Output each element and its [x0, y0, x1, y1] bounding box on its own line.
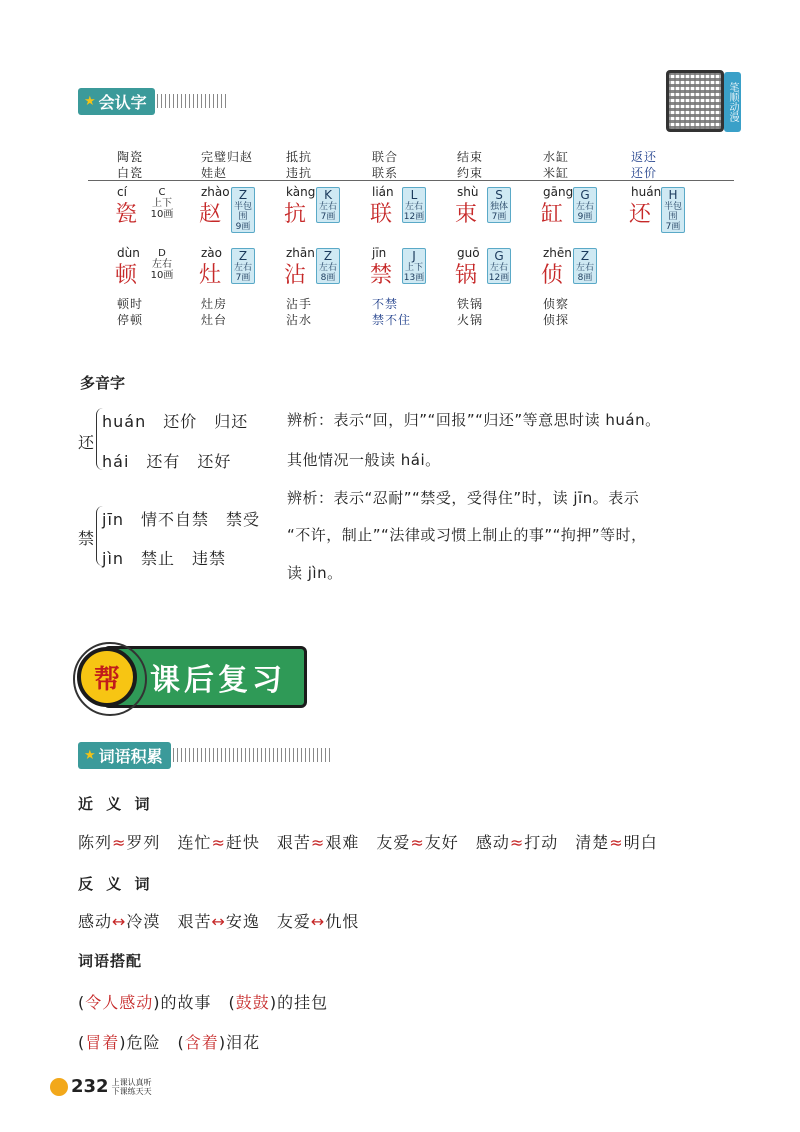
word: 返还	[631, 150, 658, 164]
antonyms-line	[78, 909, 359, 932]
word: 不禁	[372, 297, 399, 311]
character: 沾	[284, 263, 307, 288]
pinyin: cí	[117, 185, 127, 199]
word: 罗列	[126, 833, 161, 852]
structure: 左右	[152, 259, 172, 270]
index-letter: K	[324, 188, 332, 202]
structure: 半包围	[233, 202, 252, 222]
index-letter: D	[158, 248, 166, 259]
stroke-count: 7画	[320, 212, 336, 222]
pinyin: guō	[457, 246, 480, 260]
character-info-card	[147, 187, 177, 220]
character-info-card	[661, 187, 685, 233]
pinyin: zhào	[201, 185, 230, 199]
antonyms-heading: 反 义 词	[78, 875, 154, 893]
word: 沾手	[286, 297, 313, 311]
index-letter: Z	[580, 249, 590, 263]
pinyin: kàng	[286, 185, 316, 199]
word-pair	[117, 296, 143, 328]
index-letter: Z	[238, 188, 248, 202]
polyphone-char-jin: 禁	[78, 529, 96, 548]
character: 锅	[455, 263, 478, 288]
word: 联系	[372, 166, 399, 180]
spacer	[260, 912, 277, 931]
character: 还	[629, 202, 652, 227]
index-letter: Z	[238, 249, 248, 263]
stroke-count: 8画	[320, 273, 336, 283]
stroke-count: 10画	[150, 270, 174, 281]
star-icon: ★	[84, 93, 96, 109]
word-pair	[457, 296, 483, 328]
fill-word: 冒着	[85, 1033, 120, 1052]
mascot-icon	[50, 1078, 68, 1096]
word: 友爱	[276, 912, 311, 931]
word: 友好	[424, 833, 459, 852]
paren: (	[78, 1033, 86, 1052]
character-info-card	[231, 187, 255, 233]
review-banner	[77, 646, 307, 708]
synonyms-line	[78, 830, 658, 853]
word: 灶房	[201, 297, 228, 311]
fill-word: 令人感动	[85, 993, 154, 1012]
word: 抵抗	[286, 150, 313, 164]
synonyms-heading: 近 义 词	[78, 795, 154, 813]
character-info-card	[573, 187, 597, 223]
relation-symbol: ≈	[310, 833, 326, 852]
character: 缸	[541, 202, 564, 227]
paren: (	[177, 1033, 185, 1052]
analysis-text: “不许，制止”“法律或习惯上制止的事”“拘押”等时，	[287, 526, 647, 544]
index-letter: J	[412, 249, 416, 263]
structure: 左右	[404, 202, 423, 212]
word: 感动	[78, 912, 113, 931]
word: 友爱	[376, 833, 411, 852]
word: 赶快	[225, 833, 260, 852]
qr-code[interactable]	[666, 70, 724, 132]
spacer	[212, 993, 229, 1012]
relation-symbol: ≈	[609, 833, 624, 852]
word: 安逸	[225, 912, 260, 931]
structure: 半包围	[663, 202, 682, 222]
stroke-count: 12画	[488, 273, 510, 283]
index-letter: H	[668, 188, 678, 202]
character-info-card	[402, 248, 426, 284]
word: 米缸	[543, 166, 570, 180]
stroke-count: 10画	[150, 209, 174, 220]
stroke-count: 7画	[491, 212, 507, 222]
spacer	[459, 833, 476, 852]
stroke-count: 13画	[403, 273, 425, 283]
word: 侦探	[543, 313, 570, 327]
word: 娃赵	[201, 166, 228, 180]
collocation-line	[78, 990, 328, 1013]
polyphone-title: 多音字	[80, 374, 126, 392]
collocation-heading: 词语搭配	[78, 952, 143, 970]
polyphone-line: hái 还有 还好	[102, 452, 232, 471]
word: 沾水	[286, 313, 313, 327]
word: 火锅	[457, 313, 484, 327]
word-pair	[457, 149, 483, 181]
qr-label: 笔顺动漫	[724, 72, 741, 132]
word: 艰苦	[177, 912, 212, 931]
character: 瓷	[115, 202, 138, 227]
word: 禁不住	[372, 313, 412, 327]
polyphone-char-huan: 还	[78, 433, 96, 452]
paren: (	[228, 993, 236, 1012]
section-title: 词语积累	[98, 746, 163, 766]
index-letter: Z	[323, 249, 333, 263]
footer-text: 上课认真听	[111, 1077, 152, 1087]
index-letter: G	[494, 249, 504, 263]
word: 的故事	[160, 993, 212, 1012]
stroke-count: 7画	[235, 273, 251, 283]
character-info-card	[487, 248, 511, 284]
divider-line	[88, 180, 734, 181]
word-pair	[372, 296, 411, 328]
character: 抗	[284, 202, 307, 227]
structure: 左右	[489, 263, 508, 273]
hatch-decoration	[173, 748, 333, 762]
word: 违抗	[286, 166, 313, 180]
word: 铁锅	[457, 297, 484, 311]
pinyin: zào	[201, 246, 222, 260]
word: 明白	[623, 833, 658, 852]
word: 连忙	[177, 833, 212, 852]
spacer	[160, 833, 177, 852]
word: 的挂包	[277, 993, 329, 1012]
pinyin: gāng	[543, 185, 574, 199]
structure: 左右	[233, 263, 252, 273]
character: 侦	[541, 263, 564, 288]
fill-word: 鼓鼓	[235, 993, 270, 1012]
structure: 独体	[489, 202, 508, 212]
structure: 左右	[575, 202, 594, 212]
paren: )	[269, 993, 278, 1012]
character-info-card	[316, 187, 340, 223]
analysis-text: 读 jìn。	[287, 564, 343, 582]
word: 打动	[524, 833, 559, 852]
index-letter: C	[158, 187, 166, 198]
word-pair	[201, 296, 227, 328]
word: 联合	[372, 150, 399, 164]
spacer	[160, 912, 177, 931]
structure: 左右	[575, 263, 594, 273]
word: 清楚	[575, 833, 610, 852]
character: 灶	[199, 263, 222, 288]
word: 顿时	[117, 297, 144, 311]
banner-badge: 帮	[77, 647, 137, 707]
analysis-text: 辨析：表示“忍耐”“禁受，受得住”时，读 jīn。表示	[287, 489, 640, 507]
banner-title: 课后复习	[103, 646, 307, 708]
paren: )	[153, 993, 161, 1012]
word: 完璧归赵	[201, 150, 254, 164]
character: 联	[370, 202, 393, 227]
spacer	[260, 833, 277, 852]
structure: 上下	[152, 198, 172, 209]
character-info-card	[402, 187, 426, 223]
pinyin: jīn	[372, 246, 387, 260]
stroke-count: 12画	[403, 212, 425, 222]
relation-symbol: ↔	[112, 912, 127, 931]
word: 艰苦	[276, 833, 311, 852]
footer-text: 下课练天天	[111, 1086, 152, 1096]
hatch-decoration	[157, 94, 227, 108]
word: 冷漠	[126, 912, 161, 931]
character-info-card	[316, 248, 340, 284]
character: 赵	[199, 202, 222, 227]
character: 禁	[370, 263, 393, 288]
paren: (	[78, 993, 86, 1012]
word-pair	[543, 149, 569, 181]
word: 陈列	[78, 833, 113, 852]
word: 还价	[631, 166, 658, 180]
word: 陶瓷	[117, 150, 144, 164]
relation-symbol: ≈	[112, 833, 127, 852]
word: 灶台	[201, 313, 228, 327]
pinyin: dùn	[117, 246, 140, 260]
character-info-card	[231, 248, 255, 284]
section-tag-vocab	[78, 742, 333, 768]
pinyin: shù	[457, 185, 479, 199]
stroke-count: 9画	[235, 222, 251, 232]
relation-symbol: ≈	[410, 833, 425, 852]
word-pair	[286, 296, 312, 328]
paren: )	[119, 1033, 127, 1052]
relation-symbol: ↔	[211, 912, 226, 931]
word: 约束	[457, 166, 484, 180]
polyphone-line: jīn 情不自禁 禁受	[102, 510, 261, 529]
index-letter: L	[410, 188, 418, 202]
analysis-text: 其他情况一般读 hái。	[287, 451, 441, 469]
character-info-card	[573, 248, 597, 284]
word: 感动	[475, 833, 510, 852]
word: 泪花	[226, 1033, 261, 1052]
pinyin: huán	[631, 185, 662, 199]
character-info-card	[487, 187, 511, 223]
relation-symbol: ↔	[310, 912, 326, 931]
paren: )	[218, 1033, 227, 1052]
polyphone-line: huán 还价 归还	[102, 412, 249, 431]
polyphone-line: jìn 禁止 违禁	[102, 549, 227, 568]
word: 停顿	[117, 313, 144, 327]
analysis-text: 辨析：表示“回，归”“回报”“归还”等意思时读 huán。	[287, 411, 661, 429]
word-pair	[286, 149, 312, 181]
fill-word: 含着	[184, 1033, 219, 1052]
collocation-line	[78, 1030, 260, 1053]
word: 艰难	[325, 833, 360, 852]
word-pair	[631, 149, 657, 181]
stroke-count: 8画	[577, 273, 593, 283]
character: 束	[455, 202, 478, 227]
spacer	[161, 1033, 178, 1052]
structure: 左右	[318, 202, 337, 212]
relation-symbol: ≈	[211, 833, 226, 852]
section-tag-recognize	[78, 88, 227, 114]
word: 水缸	[543, 150, 570, 164]
word-pair	[372, 149, 398, 181]
structure: 左右	[318, 263, 337, 273]
section-title: 会认字	[98, 92, 147, 112]
pinyin: zhēn	[543, 246, 572, 260]
structure: 上下	[404, 263, 423, 273]
pinyin: zhān	[286, 246, 315, 260]
index-letter: G	[580, 188, 590, 202]
character-info-card	[147, 248, 177, 281]
character: 顿	[115, 263, 138, 288]
word: 白瓷	[117, 166, 144, 180]
star-icon: ★	[84, 747, 96, 763]
spacer	[359, 833, 376, 852]
page-number: 232	[71, 1076, 109, 1097]
stroke-count: 9画	[577, 212, 593, 222]
word-pair	[543, 296, 569, 328]
relation-symbol: ≈	[509, 833, 525, 852]
index-letter: S	[495, 188, 503, 202]
word: 结束	[457, 150, 484, 164]
spacer	[558, 833, 575, 852]
word: 侦察	[543, 297, 570, 311]
pinyin: lián	[372, 185, 394, 199]
page-footer	[50, 1076, 152, 1097]
stroke-count: 7画	[665, 222, 681, 232]
word: 仇恨	[325, 912, 360, 931]
word-pair	[117, 149, 143, 181]
word: 危险	[126, 1033, 161, 1052]
word-pair	[201, 149, 253, 181]
